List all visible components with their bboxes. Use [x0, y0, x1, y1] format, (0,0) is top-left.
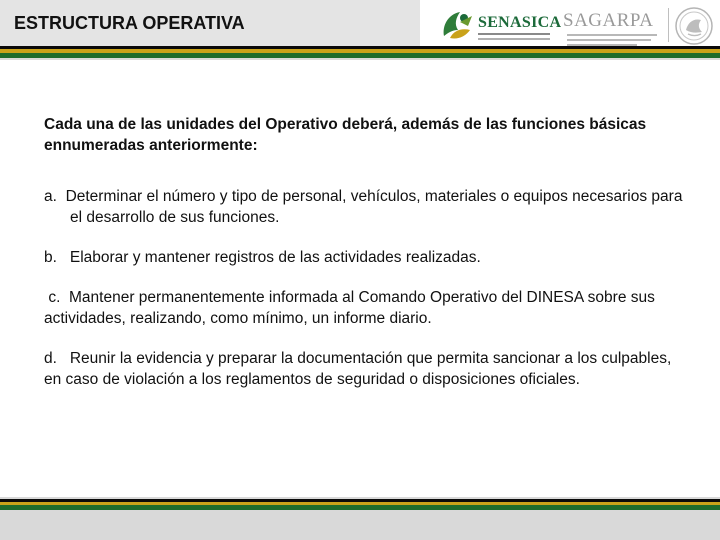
- slide-header: [0, 0, 720, 46]
- senasica-wordmark: SENASICA: [478, 14, 562, 31]
- title-band: [0, 0, 420, 46]
- list-item-c: [44, 287, 684, 329]
- logo-group: [428, 4, 720, 46]
- list-marker: d.: [44, 350, 57, 367]
- list-marker: b.: [44, 249, 57, 266]
- bottom-stripes: [0, 497, 720, 540]
- senasica-subtitle-line: [478, 33, 550, 35]
- sagarpa-wordmark: SAGARPA: [563, 10, 654, 31]
- list-marker: a.: [44, 188, 57, 205]
- list-item-text: Mantener permanentemente informada al Comando Operativo del DINESA sobre sus actividades, realizando, como mínimo, un informe diario.: [44, 289, 655, 327]
- list-item-d: [44, 348, 684, 390]
- mexico-seal-icon: [674, 6, 714, 46]
- footer-band: [0, 510, 720, 540]
- list-item-text: Reunir la evidencia y preparar la documentación que permita sancionar a los culpables, en caso de violación a los reglamentos de seguridad o disposiciones oficiales.: [44, 350, 672, 388]
- top-stripes: [0, 46, 720, 60]
- list-item-text: Elaborar y mantener registros de las actividades realizadas.: [69, 249, 481, 266]
- list-marker: c.: [48, 289, 61, 306]
- list-item-b: [44, 247, 684, 268]
- list-item-text: Determinar el número y tipo de personal, vehículos, materiales o equipos necesarios para el desarrollo de sus funciones.: [65, 188, 683, 226]
- senasica-emblem-icon: [438, 6, 476, 44]
- senasica-subtitle-line: [478, 38, 550, 40]
- sagarpa-logo: [563, 6, 663, 46]
- slide-title: ESTRUCTURA OPERATIVA: [14, 13, 245, 33]
- logo-divider: [668, 8, 669, 42]
- stripe-grey: [0, 58, 720, 60]
- slide-body: [44, 114, 684, 390]
- list-item-a: [44, 186, 684, 228]
- sagarpa-subtitle-line: [567, 39, 651, 41]
- intro-paragraph: Cada una de las unidades del Operativo deberá, además de las funciones básicas ennumeradas anteriormente:: [44, 116, 647, 154]
- senasica-logo: [438, 6, 562, 44]
- sagarpa-subtitle-line: [567, 34, 657, 36]
